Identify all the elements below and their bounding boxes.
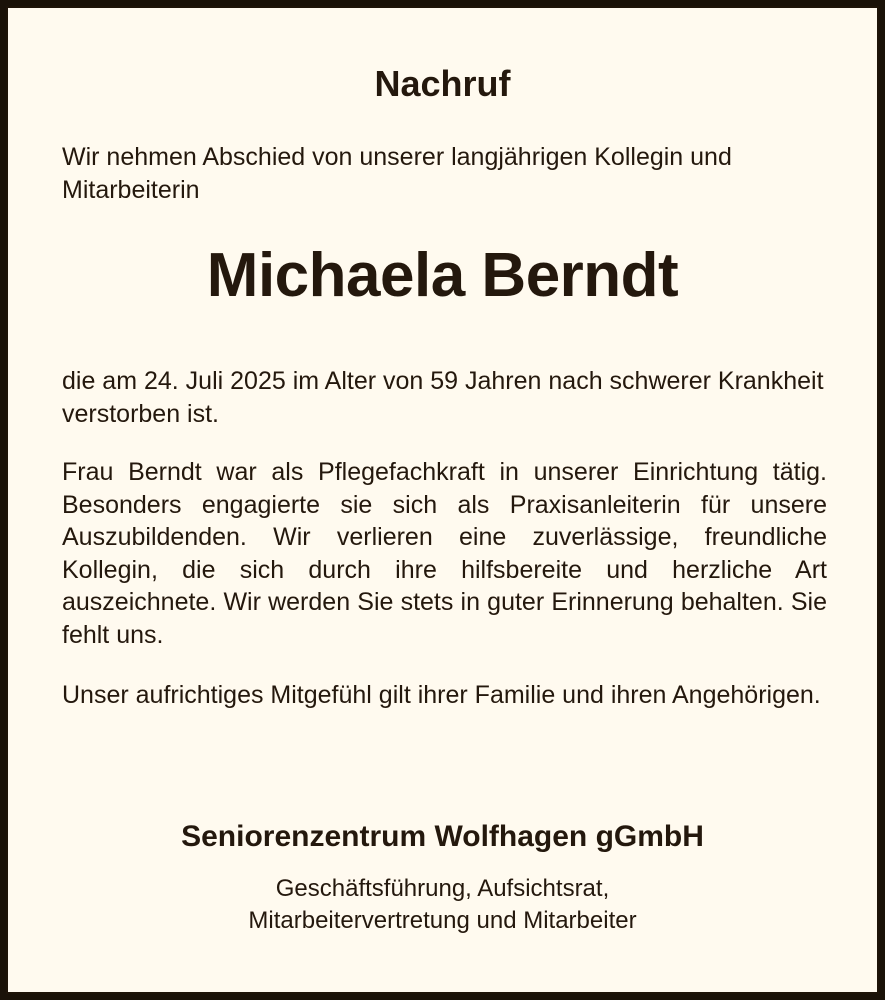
deceased-name: Michaela Berndt — [206, 241, 679, 310]
sympathy-text: Unser aufrichtiges Mitgefühl gilt ihrer Familie und ihren Angehörigen. — [62, 681, 821, 709]
signers-line-1: Geschäftsführung, Aufsichtsrat, — [275, 875, 610, 902]
obituary-heading: Nachruf — [374, 63, 511, 104]
organization-name: Seniorenzentrum Wolfhagen gGmbH — [181, 820, 704, 853]
signers-line-2: Mitarbeitervertretung und Mitarbeiter — [248, 907, 637, 934]
obituary-frame — [6, 6, 879, 994]
biography-text: Frau Berndt war als Pflegefachkraft in unserer Einrichtung tätig. Besonders engagierte sie sich als Praxisanleiterin für unsere Auszubildenden. Wir verlieren eine zuverlässige, freundliche Kollegin, die sich durch ihre hilfsbereite und herzliche Art auszeichnete. Wir werden Sie stets in guter Erinnerung behalten. Sie fehlt uns. — [62, 458, 827, 649]
obituary-content — [8, 8, 877, 992]
intro-text: Wir nehmen Abschied von unserer langjährigen Kollegin und Mitarbeiterin — [62, 143, 732, 204]
signers-block — [8, 873, 877, 937]
death-notice-text: die am 24. Juli 2025 im Alter von 59 Jahren nach schwerer Krankheit verstorben ist. — [62, 367, 824, 428]
